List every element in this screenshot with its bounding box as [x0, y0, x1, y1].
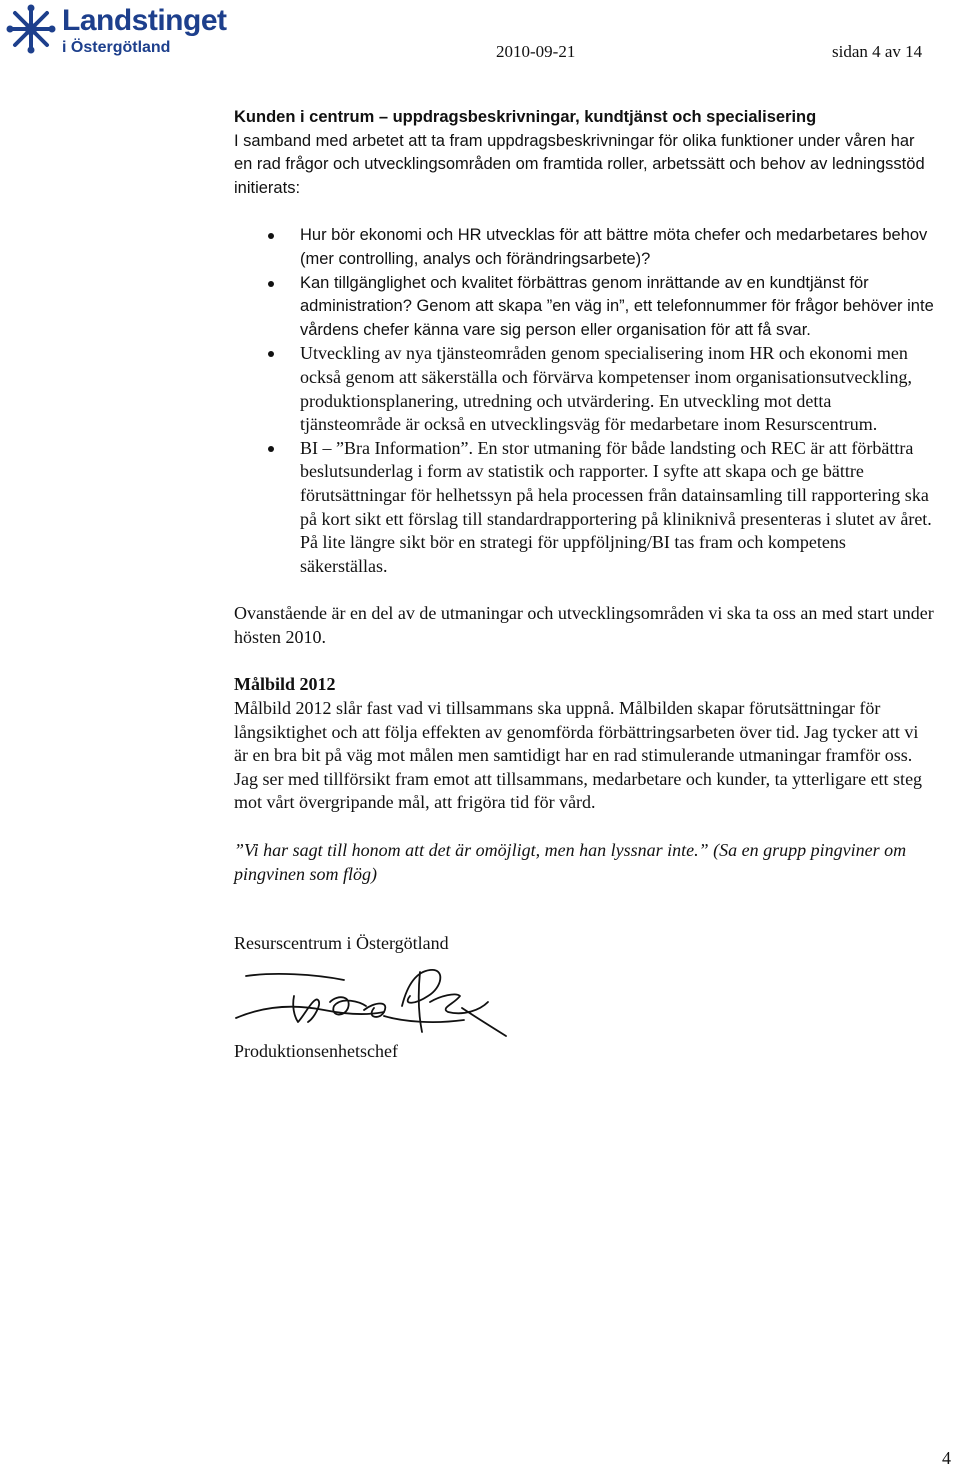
list-item-text: Hur bör ekonomi och HR utvecklas för att bättre möta chefer och medarbetares behov (mer controlling, analys och förändringsarbete)? — [300, 226, 928, 268]
signature-title: Produktionsenhetschef — [234, 1040, 398, 1061]
logo-text-landstinget: Landstinget — [62, 4, 227, 37]
snowflake-logo-icon — [6, 4, 56, 54]
bullet-icon — [268, 233, 274, 239]
document-body — [234, 106, 934, 1063]
section-title: Kunden i centrum – uppdragsbeskrivningar, kundtjänst och specialisering — [234, 108, 817, 126]
header-date: 2010-09-21 — [496, 42, 576, 61]
bullet-icon — [268, 351, 274, 357]
header-page-label: sidan 4 av 14 — [832, 42, 923, 61]
bullet-icon — [268, 446, 274, 452]
list-item — [234, 342, 934, 436]
list-item — [234, 272, 934, 343]
list-item-text: Utveckling av nya tjänsteområden genom specialisering inom HR och ekonomi men också genom att säkerställa och förvärva kompetenser inom organisationsutveckling, produktionsplanering, utredning och utvärdering. En utveckling mot detta tjänsteområde är också en utvecklingsväg för medarbetare inom Resurscentrum. — [300, 343, 912, 435]
handwritten-signature — [234, 966, 524, 1038]
malbild-paragraph: Målbild 2012 slår fast vad vi tillsammans ska uppnå. Målbilden skapar förutsättningar för långsiktighet och att följa effekten av genomförda förbättringsarbeten över tid. Jag tycker att vi är en bra bit på väg mot målen men samtidigt har en rad stimulerande utmaningar framför oss. Jag ser med tillförsikt fram emot att tillsammans, medarbetare och kunder, ta ytterligare ett steg mot vårt övergripande mål, att frigöra tid för vård. — [234, 698, 923, 813]
section-intro: I samband med arbetet att ta fram uppdragsbeskrivningar för olika funktioner under våren har en rad frågor och utvecklingsområden om framtida roller, arbetssätt och behov av ledningsstöd initierats: — [234, 131, 925, 197]
list-item — [234, 224, 934, 271]
quote: ”Vi har sagt till honom att det är omöjligt, men han lyssnar inte.” (Sa en grupp pingviner om pingvinen som flög) — [234, 840, 907, 884]
list-item-text: Kan tillgänglighet och kvalitet förbättras genom inrättande av en kundtjänst för administration? Genom att skapa ”en väg in”, ett telefonnummer för frågor behöver inte vårdens chefer känna vare sig person eller organisation för att få svar. — [300, 273, 934, 339]
page-number: 4 — [942, 1448, 951, 1468]
section-title-malbild: Målbild 2012 — [234, 674, 336, 695]
list-item-text: BI – ”Bra Information”. En stor utmaning för både landsting och REC är att förbättra beslutsunderlag i form av statistik och rapporter. I syfte att skapa och ge bättre förutsättningar för helhetssyn på hela processen från datainsamling till rapportering ska på kort sikt ett förslag till standardrapportering på kliniknivå presenteras i slutet av året. På lite längre sikt bör en strategi för uppföljning/BI tas fram och kompetens säkerställas. — [300, 437, 932, 576]
closing-paragraph: Ovanstående är en del av de utmaningar och utvecklingsområden vi ska ta oss an med start under hösten 2010. — [234, 603, 934, 647]
bullet-icon — [268, 281, 274, 287]
logo-text-ostergotland: i Östergötland — [62, 39, 171, 56]
bullet-list — [234, 224, 934, 578]
signature — [234, 966, 934, 1038]
signature-org: Resurscentrum i Östergötland — [234, 933, 449, 954]
list-item — [234, 437, 934, 579]
logo — [6, 4, 246, 60]
